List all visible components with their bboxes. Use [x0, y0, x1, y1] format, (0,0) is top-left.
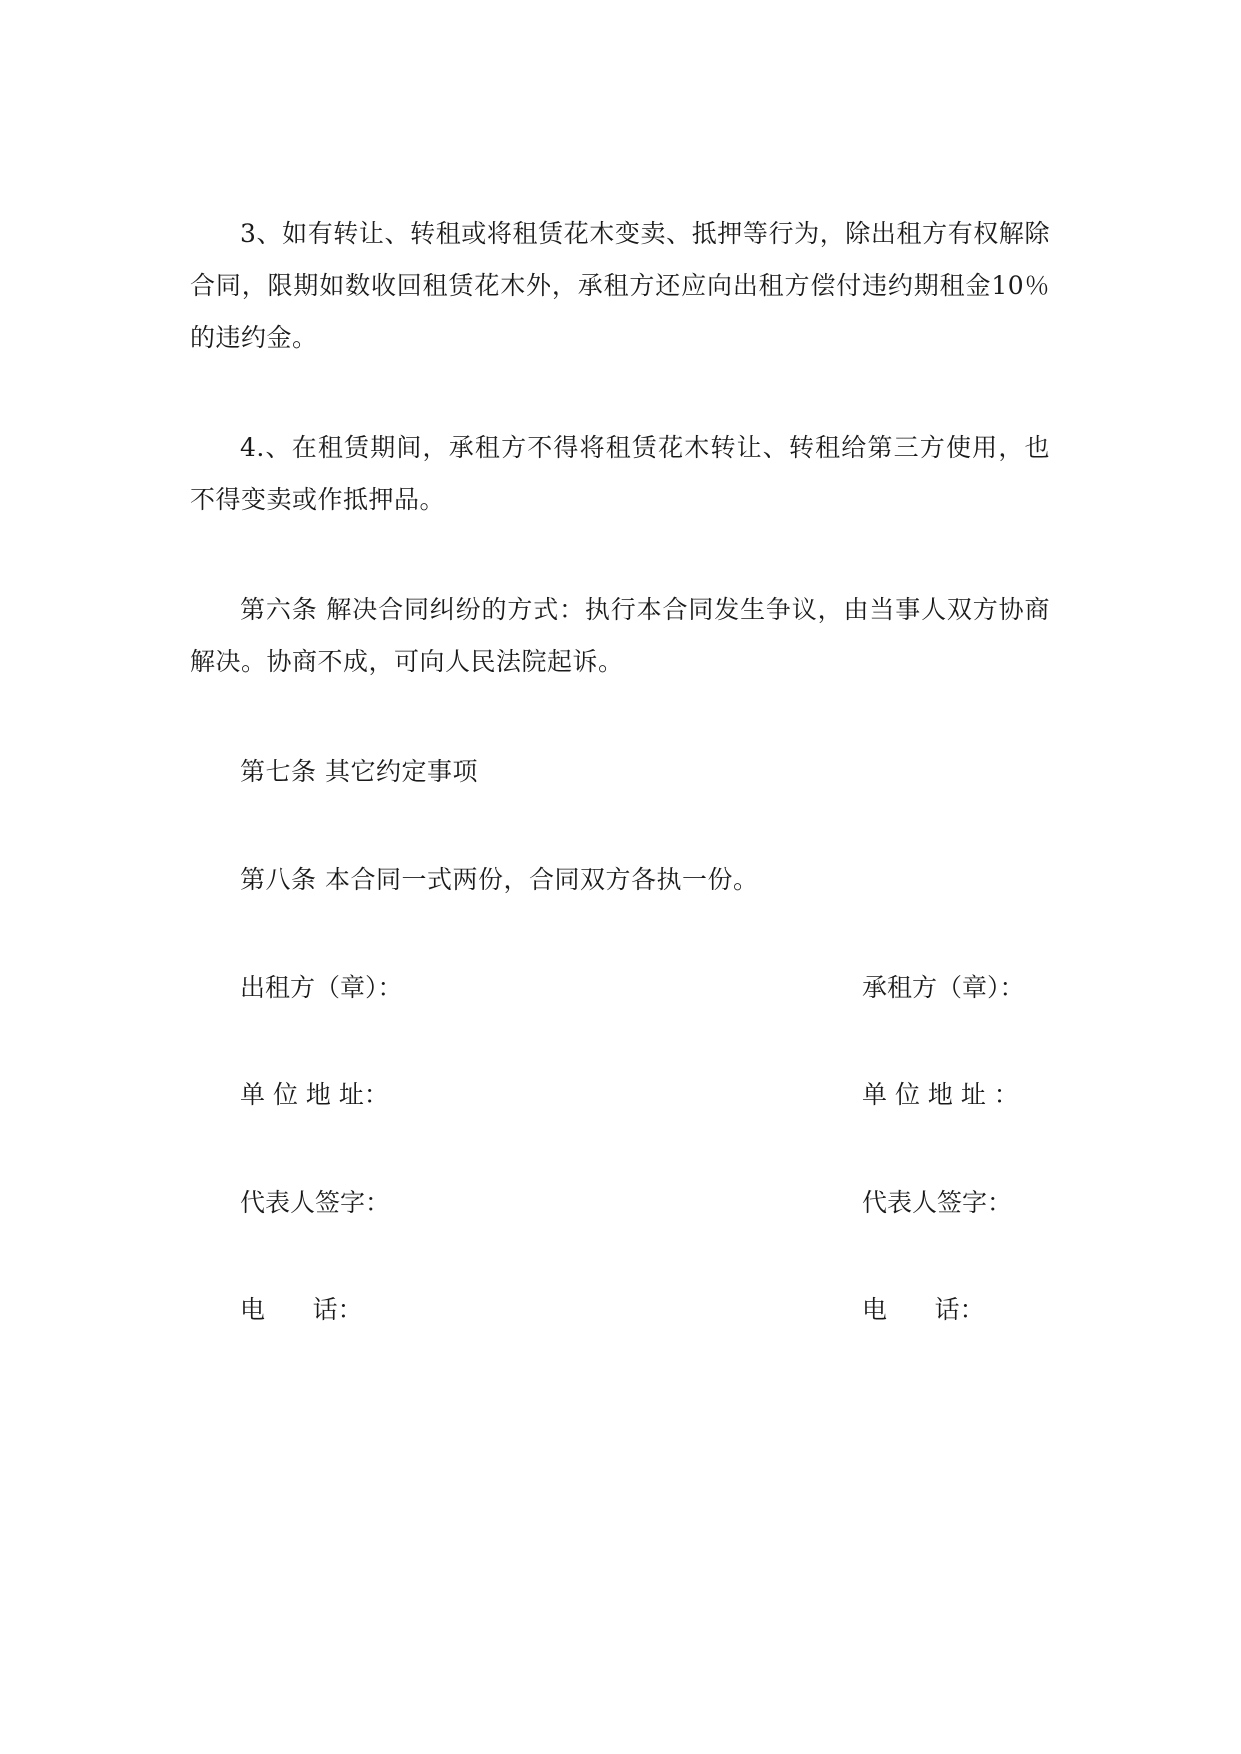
- clause-4: 4.、在租赁期间，承租方不得将租赁花木转让、转租给第三方使用，也不得变卖或作抵押品。: [190, 433, 1050, 514]
- signature-row-address: [240, 1075, 1060, 1115]
- lessor-phone-label: 电 话：: [240, 1295, 363, 1324]
- signature-row-seal: [240, 968, 1060, 1008]
- lessee-address-label: 单 位 地 址 ：: [862, 1080, 1019, 1109]
- lessee-seal-label: 承租方（章）：: [862, 973, 1025, 1002]
- lessor-seal-label: 出租方（章）：: [240, 973, 403, 1002]
- lessee-phone-label: 电 话：: [862, 1295, 985, 1324]
- contract-body: [190, 208, 1050, 906]
- lessor-address-label: 单 位 地 址：: [240, 1080, 389, 1109]
- lessor-representative-label: 代表人签字：: [240, 1188, 391, 1217]
- lessee-representative-label: 代表人签字：: [862, 1188, 1013, 1217]
- article-8: 第八条 本合同一式两份，合同双方各执一份。: [240, 865, 759, 894]
- clause-3: 3、如有转让、转租或将租赁花木变卖、抵押等行为，除出租方有权解除合同，限期如数收回租赁花木外，承租方还应向出租方偿付违约期租金10％的违约金。: [190, 219, 1050, 352]
- article-7: 第七条 其它约定事项: [240, 757, 478, 786]
- signature-row-phone: [240, 1290, 1060, 1330]
- article-6: 第六条 解决合同纠纷的方式：执行本合同发生争议，由当事人双方协商解决。协商不成，可向人民法院起诉。: [190, 595, 1050, 676]
- signature-row-representative: [240, 1183, 1060, 1223]
